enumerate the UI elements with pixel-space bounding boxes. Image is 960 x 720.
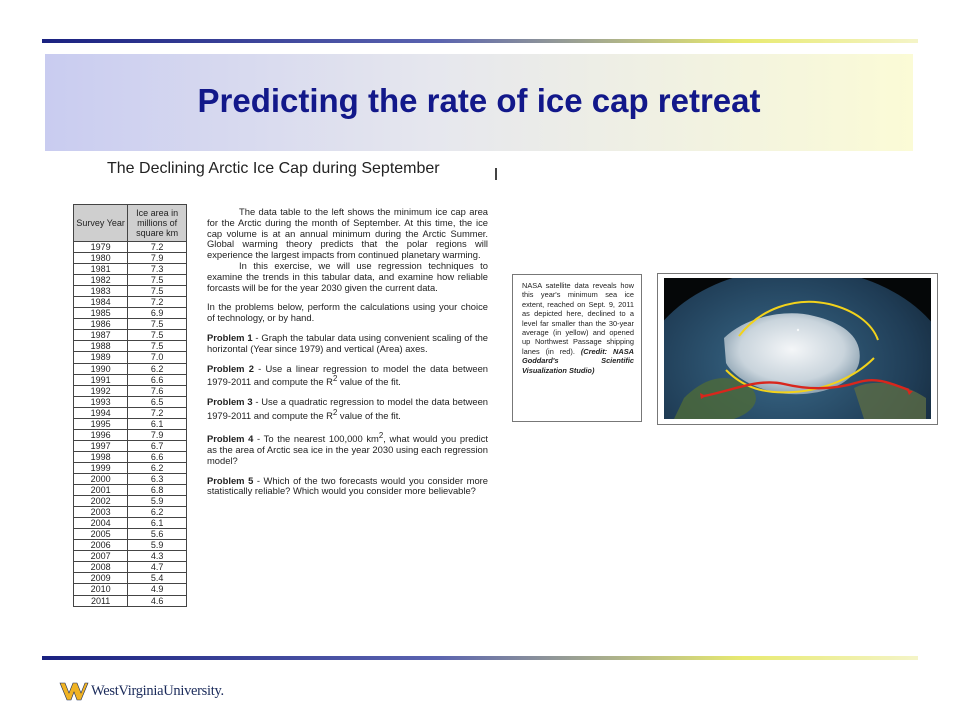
- table-row: [74, 308, 187, 319]
- table-row: [74, 297, 187, 308]
- year-cell: 1980: [74, 253, 128, 264]
- slide-title: Predicting the rate of ice cap retreat: [197, 82, 761, 119]
- year-cell: 1987: [74, 330, 128, 341]
- caption-box: [512, 274, 642, 422]
- year-cell: 1981: [74, 264, 128, 275]
- year-cell: 1993: [74, 396, 128, 407]
- table-row: [74, 242, 187, 253]
- stray-mark: [495, 168, 497, 180]
- table-row: [74, 407, 187, 418]
- area-cell: 6.1: [128, 518, 187, 529]
- col-area-header: Ice area in millions of square km: [128, 205, 187, 242]
- table-row: [74, 551, 187, 562]
- year-cell: 2006: [74, 540, 128, 551]
- bottom-rule: [42, 656, 918, 660]
- area-cell: 6.2: [128, 462, 187, 473]
- area-cell: 6.6: [128, 374, 187, 385]
- area-cell: 7.3: [128, 264, 187, 275]
- arctic-photo: [657, 273, 938, 425]
- area-cell: 6.6: [128, 451, 187, 462]
- year-cell: 1999: [74, 462, 128, 473]
- table-row: [74, 275, 187, 286]
- table-row: [74, 264, 187, 275]
- year-cell: 1985: [74, 308, 128, 319]
- area-cell: 6.2: [128, 363, 187, 374]
- year-cell: 1992: [74, 385, 128, 396]
- table-row: [74, 374, 187, 385]
- area-cell: 5.9: [128, 496, 187, 507]
- problem-5: Problem 5 - Which of the two forecasts would you consider more statistically reliable? Which would you consider more believable?: [207, 474, 488, 497]
- year-cell: 1984: [74, 297, 128, 308]
- table-row: [74, 363, 187, 374]
- year-cell: 1988: [74, 341, 128, 352]
- wvu-flying-wv-icon: [59, 681, 89, 703]
- table-row: [74, 418, 187, 429]
- problem-1: Problem 1 - Graph the tabular data using convenient scaling of the horizontal (Year since 1979) and vertical (Area) axes.: [207, 331, 488, 354]
- year-cell: 1998: [74, 451, 128, 462]
- table-row: [74, 595, 187, 606]
- table-row: [74, 573, 187, 584]
- table-row: [74, 396, 187, 407]
- area-cell: 7.5: [128, 341, 187, 352]
- area-cell: 5.4: [128, 573, 187, 584]
- year-cell: 2001: [74, 485, 128, 496]
- year-cell: 1997: [74, 440, 128, 451]
- year-cell: 1990: [74, 363, 128, 374]
- table-row: [74, 385, 187, 396]
- year-cell: 2011: [74, 595, 128, 606]
- table-row: [74, 584, 187, 595]
- table-row: [74, 429, 187, 440]
- year-cell: 1982: [74, 275, 128, 286]
- year-cell: 2009: [74, 573, 128, 584]
- year-cell: 2000: [74, 473, 128, 484]
- table-row: [74, 440, 187, 451]
- table-header-row: [74, 205, 187, 242]
- area-cell: 7.9: [128, 429, 187, 440]
- area-cell: 7.9: [128, 253, 187, 264]
- year-cell: 1996: [74, 429, 128, 440]
- instructions-paragraph: In the problems below, perform the calculations using your choice of technology, or by hand.: [207, 301, 488, 324]
- table-row: [74, 473, 187, 484]
- area-cell: 4.6: [128, 595, 187, 606]
- intro-paragraph: The data table to the left shows the minimum ice cap area for the Arctic during the month of September. At this time, the ice cap volume is at an annual minimum during the Arctic Summer. Global warming theory predicts that the polar regions will experience the largest impacts from continued planetary warming.: [207, 206, 488, 261]
- table-row: [74, 540, 187, 551]
- problem-2: Problem 2 - Use a linear regression to model the data between 1979-2011 and compute the $R^2$ value of the fit.: [207, 362, 488, 388]
- area-cell: 4.3: [128, 551, 187, 562]
- table-row: [74, 496, 187, 507]
- problem-4: Problem 4 - To the nearest 100,000 $km^2$, what would you predict as the area of Arctic sea ice in the year 2030 using each regression model?: [207, 431, 489, 466]
- top-rule: [42, 39, 918, 43]
- col-year-header: Survey Year: [74, 205, 128, 242]
- year-cell: 2004: [74, 518, 128, 529]
- table-row: [74, 330, 187, 341]
- document-text: [207, 207, 488, 506]
- year-cell: 1979: [74, 242, 128, 253]
- area-cell: 6.7: [128, 440, 187, 451]
- table-row: [74, 451, 187, 462]
- area-cell: 6.9: [128, 308, 187, 319]
- caption-credit: (Credit: NASA Goddard's Scientific Visualization Studio): [522, 346, 634, 375]
- table-row: [74, 253, 187, 264]
- table-row: [74, 286, 187, 297]
- area-cell: 7.2: [128, 242, 187, 253]
- area-cell: 7.5: [128, 330, 187, 341]
- wvu-logo-text: WestVirginiaUniversity.: [91, 683, 224, 699]
- area-cell: 6.5: [128, 396, 187, 407]
- year-cell: 2005: [74, 529, 128, 540]
- area-cell: 5.9: [128, 540, 187, 551]
- year-cell: 2003: [74, 507, 128, 518]
- area-cell: 6.3: [128, 473, 187, 484]
- table-body: [74, 242, 187, 607]
- ice-area-table: [73, 204, 187, 607]
- year-cell: 1986: [74, 319, 128, 330]
- table-row: [74, 319, 187, 330]
- year-cell: 1994: [74, 407, 128, 418]
- area-cell: 7.6: [128, 385, 187, 396]
- exercise-paragraph: In this exercise, we will use regression techniques to examine the trends in this tabular data, and examine how reliable forcasts will be for the year 2030 given the current data.: [207, 259, 488, 293]
- area-cell: 4.7: [128, 562, 187, 573]
- area-cell: 7.0: [128, 352, 187, 363]
- table-row: [74, 341, 187, 352]
- area-cell: 7.2: [128, 297, 187, 308]
- area-cell: 7.5: [128, 319, 187, 330]
- area-cell: 7.5: [128, 286, 187, 297]
- caption-text: [522, 281, 634, 375]
- year-cell: 1983: [74, 286, 128, 297]
- table-row: [74, 518, 187, 529]
- table-row: [74, 485, 187, 496]
- year-cell: 1995: [74, 418, 128, 429]
- year-cell: 2002: [74, 496, 128, 507]
- problem-3: Problem 3 - Use a quadratic regression to model the data between 1979-2011 and compute the $R^2$ value of the fit.: [207, 396, 489, 422]
- year-cell: 2008: [74, 562, 128, 573]
- area-cell: 6.1: [128, 418, 187, 429]
- area-cell: 6.2: [128, 507, 187, 518]
- table-row: [74, 562, 187, 573]
- table-row: [74, 352, 187, 363]
- year-cell: 1989: [74, 352, 128, 363]
- caption-body: NASA satellite data reveals how this year's minimum sea ice extent, reached on Sept. 9, 2011 as depicted here, declined to a level far smaller than the 30-year average (in yellow) and opened up Northwest Passage shipping lanes (in red).: [522, 281, 634, 356]
- title-band: [45, 54, 913, 151]
- table-row: [74, 507, 187, 518]
- table-row: [74, 462, 187, 473]
- document-heading: The Declining Arctic Ice Cap during September: [107, 160, 440, 177]
- area-cell: 6.8: [128, 485, 187, 496]
- area-cell: 5.6: [128, 529, 187, 540]
- arctic-globe-image: [664, 278, 931, 419]
- table-row: [74, 529, 187, 540]
- area-cell: 7.2: [128, 407, 187, 418]
- year-cell: 2010: [74, 584, 128, 595]
- year-cell: 1991: [74, 374, 128, 385]
- area-cell: 7.5: [128, 275, 187, 286]
- year-cell: 2007: [74, 551, 128, 562]
- wvu-logo: [59, 679, 259, 705]
- area-cell: 4.9: [128, 584, 187, 595]
